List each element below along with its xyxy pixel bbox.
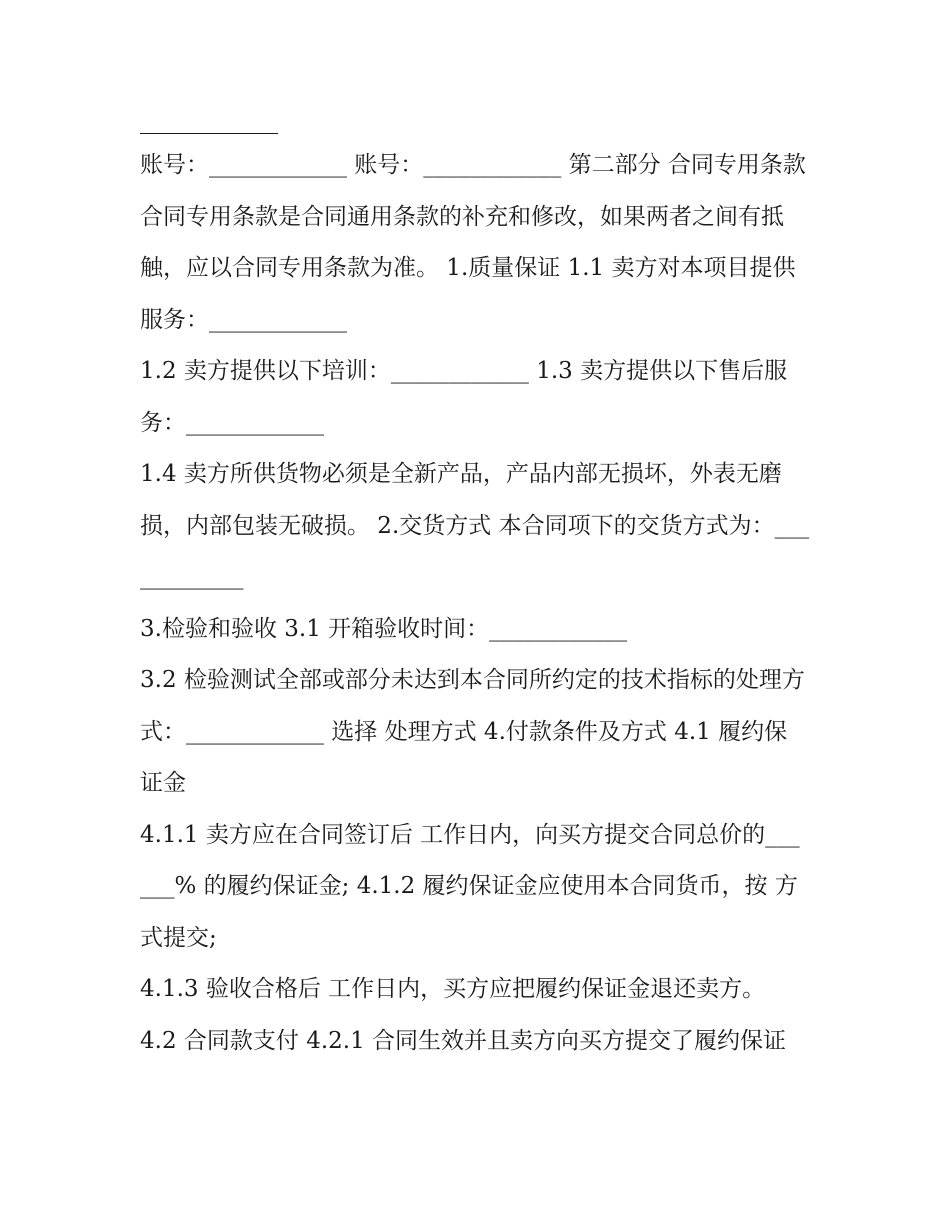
paragraph-performance-bond: 4.1.1 卖方应在合同签订后 工作日内，向买方提交合同总价的______% 的履约保证金; 4.1.2 履约保证金应使用本合同货币，按 方式提交;	[140, 821, 800, 951]
paragraph-bond-return: 4.1.3 验收合格后 工作日内，买方应把履约保证金退还卖方。	[140, 976, 766, 1002]
paragraph-goods-delivery: 1.4 卖方所供货物必须是全新产品，产品内部无损坏，外表无磨损，内部包装无破损。 2.交货方式 本合同项下的交货方式为：____________	[140, 461, 810, 590]
paragraph-accounts: 账号：____________ 账号：____________ 第二部分 合同专用条款	[140, 152, 806, 178]
paragraph-test-handling: 3.2 检验测试全部或部分未达到本合同所约定的技术指标的处理方式：____________ 选择 处理方式 4.付款条件及方式 4.1 履约保证金	[140, 667, 805, 796]
paragraph-inspection: 3.检验和验收 3.1 开箱验收时间：____________	[140, 615, 628, 642]
paragraph-special-terms-intro: 合同专用条款是合同通用条款的补充和修改，如果两者之间有抵触，应以合同专用条款为准。 1.质量保证 1.1 卖方对本项目提供服务：____________	[140, 203, 796, 333]
paragraph-training-service: 1.2 卖方提供以下培训：____________ 1.3 卖方提供以下售后服务：____________	[140, 358, 788, 436]
document-body	[140, 100, 810, 1067]
paragraph-payment: 4.2 合同款支付 4.2.1 合同生效并且卖方向买方提交了履约保证	[140, 1027, 787, 1054]
top-blank-line	[140, 100, 278, 134]
